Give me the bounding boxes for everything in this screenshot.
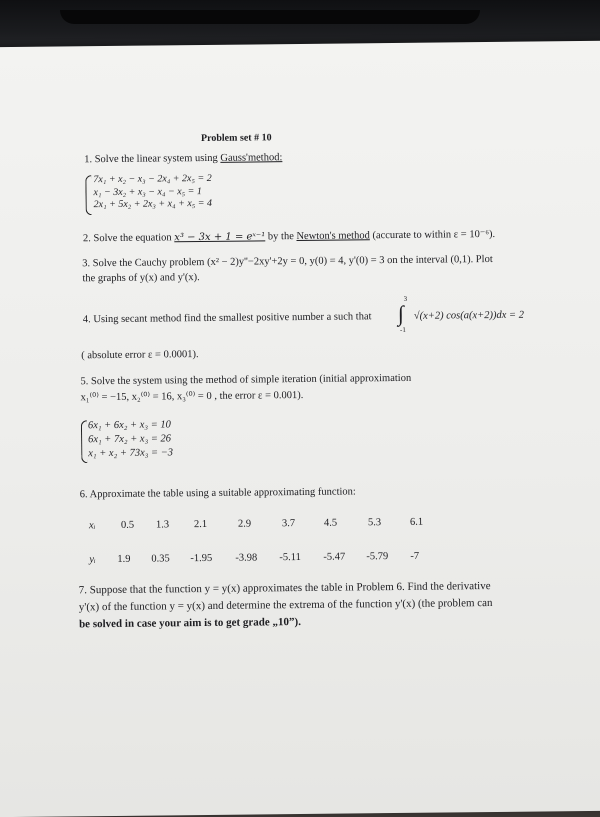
problem-7-line-3: be solved in case your aim is to get grade „10”). — [78, 616, 302, 631]
problem-6-statement: 6. Approximate the table using a suitable approximating function: — [79, 486, 356, 501]
table-y-value: 1.9 — [117, 553, 131, 565]
table-y-value: -5.79 — [366, 551, 389, 563]
problem-1-system — [93, 173, 212, 212]
table-x-value: 5.3 — [367, 517, 382, 529]
problem-5-equation-1: 6x₁ + 6x₂ + x₃ = 10 — [87, 419, 171, 432]
problem-4-integrand: √(x+2) cos(a(x+2))dx = 2 — [413, 309, 524, 322]
problem-1-equation-1: 7x₁ + x₂ − x₃ − 2x₄ + 2x₅ = 2 — [93, 172, 212, 186]
problem-3-line-1: 3. Solve the Cauchy problem (x² − 2)y''−2xy'+2y = 0, y(0) = 4, y'(0) = 3 on the interval (0,1). Plot — [82, 253, 493, 270]
problem-5-line-2: x₁⁽⁰⁾ = −15, x₂⁽⁰⁾ = 16, x₃⁽⁰⁾ = 0 , the error ε = 0.001). — [80, 389, 304, 404]
problem-7-line-1: 7. Suppose that the function y = y(x) approximates the table in Problem 6. Find the derivative — [78, 580, 491, 597]
table-y-value: -3.98 — [235, 552, 258, 564]
problem-1-brace — [85, 175, 91, 215]
problem-2-text-b: by the — [265, 231, 297, 243]
problem-4-statement: 4. Using secant method find the smallest positive number a such that — [82, 311, 372, 326]
table-y-value: -5.47 — [323, 551, 346, 563]
problem-2-equation: x³ − 3x + 1 = eˣ⁻¹ — [174, 231, 266, 244]
problem-3-line-2: the graphs of y(x) and y'(x). — [82, 272, 200, 285]
paper-sheet — [0, 41, 600, 817]
problem-5-brace — [81, 420, 87, 463]
integral-sign-icon: ∫ — [397, 300, 404, 326]
problem-1-statement — [84, 152, 282, 165]
table-x-value: 2.9 — [237, 518, 252, 530]
problem-5-system — [88, 418, 173, 461]
problem-5-line-1: 5. Solve the system using the method of simple iteration (initial approximation — [80, 372, 412, 388]
table-x-value: 6.1 — [409, 516, 424, 528]
table-y-value: -7 — [410, 550, 420, 562]
problem-2-text-a: 2. Solve the equation — [82, 232, 175, 245]
page-title: Problem set # 10 — [200, 132, 272, 145]
table-x-value: 2.1 — [193, 518, 208, 531]
problem-7-line-2: y'(x) of the function y = y(x) and determine the extrema of the function y'(x) (the problem can — [78, 596, 493, 614]
table-x-value: 3.7 — [281, 518, 296, 530]
problem-1-equation-3: 2x₁ + 5x₂ + 2x₃ + x₄ + x₅ = 4 — [93, 197, 213, 211]
table-y-label: yᵢ — [89, 554, 96, 566]
problem-2-text-c: (accurate to within ε = 10⁻⁶). — [369, 228, 496, 242]
integral-lower-limit: -1 — [399, 325, 406, 334]
integral-upper-limit: 3 — [403, 294, 408, 303]
table-x-value: 4.5 — [323, 517, 338, 529]
table-x-label: xᵢ — [88, 520, 96, 532]
problem-5-equation-3: x₁ + x₂ + 73x₃ = −3 — [88, 447, 174, 460]
problem-1-text: 1. Solve the linear system using — [84, 152, 221, 166]
table-y-value: 0.35 — [151, 553, 170, 565]
table-x-value: 1.3 — [155, 519, 170, 531]
problem-1-equation-2: x₁ − 3x₂ + x₃ − x₄ − x₅ = 1 — [93, 185, 202, 198]
problem-2-statement — [83, 228, 495, 244]
table-y-value: -5.11 — [279, 551, 301, 564]
problem-1-method: Gauss'method: — [220, 152, 283, 164]
problem-4-error: ( absolute error ε = 0.0001). — [81, 349, 199, 362]
table-y-value: -1.95 — [190, 552, 213, 565]
problem-2-method: Newton's method — [296, 230, 370, 243]
problem-5-equation-2: 6x₁ + 7x₂ + x₃ = 26 — [88, 433, 172, 446]
table-x-value: 0.5 — [120, 519, 135, 531]
